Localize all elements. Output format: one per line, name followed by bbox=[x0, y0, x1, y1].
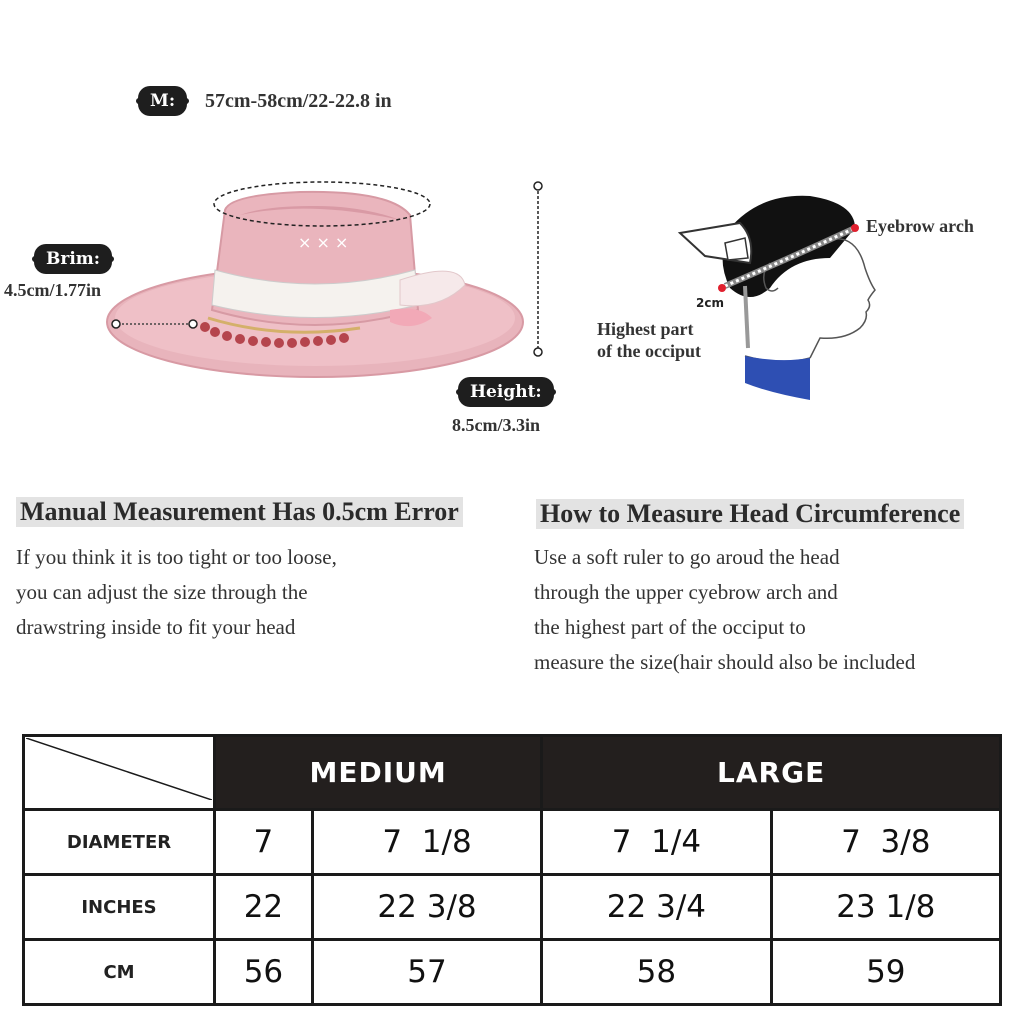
table-cell: 7 3/8 bbox=[771, 810, 1000, 875]
size-chart-table bbox=[22, 734, 1002, 1006]
table-cell: 22 3/8 bbox=[312, 875, 541, 940]
medium-header: MEDIUM bbox=[215, 736, 542, 810]
manual-measurement-text bbox=[16, 540, 337, 645]
table-cell: 23 1/8 bbox=[771, 875, 1000, 940]
table-header-row bbox=[24, 736, 1001, 810]
table-cell: 58 bbox=[542, 940, 771, 1005]
text-line: you can adjust the size through the bbox=[16, 580, 308, 604]
table-row bbox=[24, 940, 1001, 1005]
blue-collar bbox=[745, 356, 810, 400]
how-to-measure-heading: How to Measure Head Circumference bbox=[536, 499, 964, 529]
table-corner bbox=[24, 736, 215, 810]
offset-label: 2cm bbox=[696, 296, 724, 310]
table-cell: 7 1/8 bbox=[312, 810, 541, 875]
text-line: If you think it is too tight or too loose, bbox=[16, 545, 337, 569]
diagonal-divider bbox=[26, 738, 212, 800]
occiput-label-line2: of the occiput bbox=[597, 341, 701, 361]
row-label-inches: INCHES bbox=[24, 875, 215, 940]
table-cell: 7 1/4 bbox=[542, 810, 771, 875]
brim-badge: Brim: bbox=[36, 246, 110, 272]
table-row bbox=[24, 875, 1001, 940]
size-range-text: 57cm-58cm/22-22.8 in bbox=[205, 90, 392, 112]
text-line: the highest part of the occiput to bbox=[534, 615, 806, 639]
table-cell: 22 bbox=[215, 875, 313, 940]
table-row bbox=[24, 810, 1001, 875]
text-line: drawstring inside to fit your head bbox=[16, 615, 296, 639]
manual-measurement-heading: Manual Measurement Has 0.5cm Error bbox=[16, 497, 463, 527]
how-to-measure-text bbox=[534, 540, 915, 680]
text-line: through the upper cyebrow arch and bbox=[534, 580, 838, 604]
size-badge: M: bbox=[140, 88, 185, 114]
table-cell: 57 bbox=[312, 940, 541, 1005]
height-badge: Height: bbox=[460, 379, 552, 405]
table-cell: 22 3/4 bbox=[542, 875, 771, 940]
brim-value: 4.5cm/1.77in bbox=[4, 280, 101, 300]
text-line: Use a soft ruler to go aroud the head bbox=[534, 545, 840, 569]
svg-text:× × ×: × × × bbox=[298, 233, 349, 252]
height-value: 8.5cm/3.3in bbox=[452, 415, 540, 435]
table-cell: 56 bbox=[215, 940, 313, 1005]
occiput-label-line1: Highest part bbox=[597, 319, 694, 339]
table-cell: 7 bbox=[215, 810, 313, 875]
row-label-diameter: DIAMETER bbox=[24, 810, 215, 875]
large-header: LARGE bbox=[542, 736, 1001, 810]
text-line: measure the size(hair should also be included bbox=[534, 650, 916, 674]
eyebrow-arch-label: Eyebrow arch bbox=[866, 216, 974, 236]
table-cell: 59 bbox=[771, 940, 1000, 1005]
row-label-cm: CM bbox=[24, 940, 215, 1005]
hat-illustration bbox=[100, 170, 550, 390]
